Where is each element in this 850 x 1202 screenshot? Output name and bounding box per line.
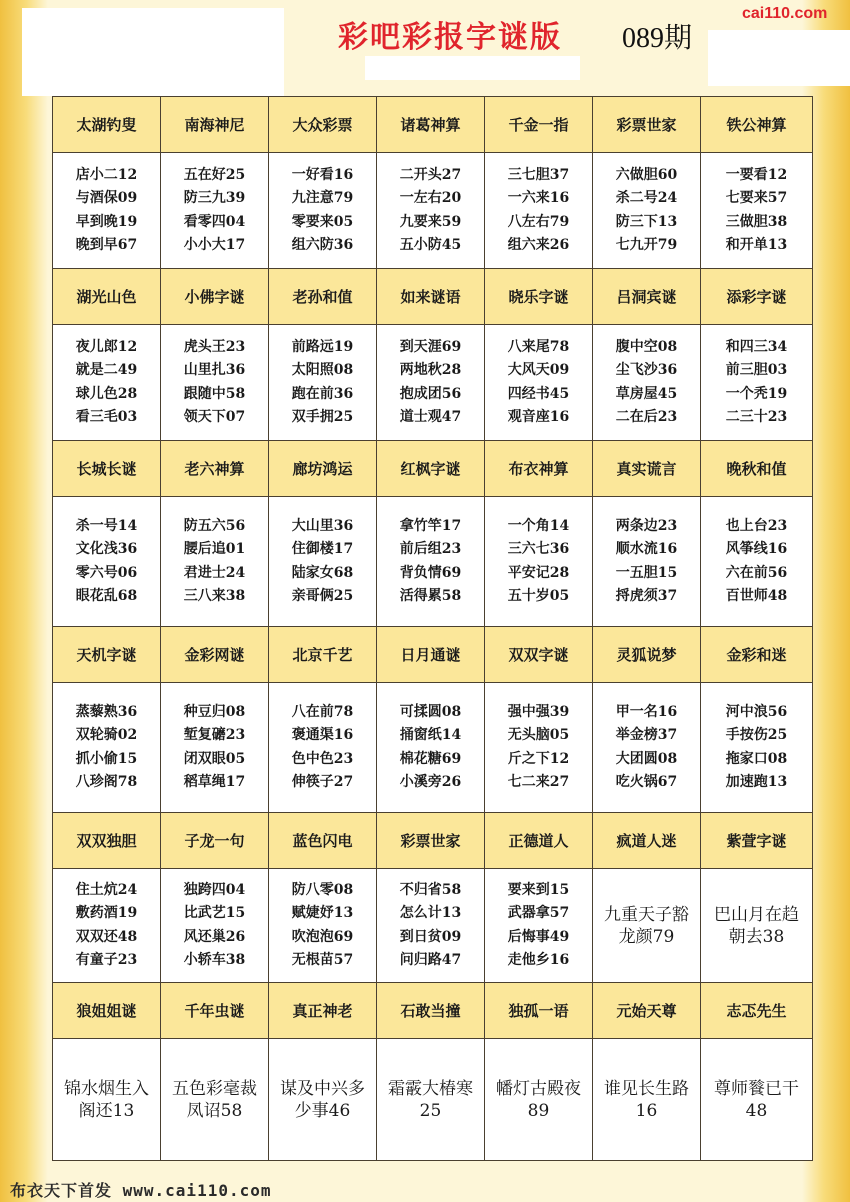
riddle-line: 五色彩毫裁凤诏58	[172, 1078, 257, 1121]
riddle-line: 无根苗57	[291, 952, 354, 968]
riddle-line: 五十岁05	[507, 588, 570, 604]
riddle-line: 太阳照08	[291, 362, 354, 378]
riddle-line: 河中浪56	[725, 703, 788, 720]
riddle-line: 两条边23	[615, 517, 678, 534]
riddle-line: 九重天子豁龙颜79	[604, 904, 689, 947]
blank-panel-right	[708, 30, 850, 86]
column-header: 如来谜语	[377, 269, 485, 325]
riddle-cell	[161, 497, 269, 627]
riddle-line: 比武艺15	[183, 905, 246, 921]
riddle-line: 九要来59	[399, 213, 462, 230]
table-row	[53, 869, 813, 983]
riddle-line: 看零四04	[183, 213, 246, 230]
riddle-line: 吃火锅67	[615, 774, 678, 790]
riddle-line: 九注意79	[291, 190, 354, 206]
riddle-line: 稻草绳17	[183, 774, 246, 790]
riddle-line: 君进士24	[183, 564, 246, 581]
riddle-line: 独跨四04	[183, 881, 246, 898]
riddle-cell	[269, 1039, 377, 1161]
riddle-line: 组六来26	[507, 237, 570, 253]
riddle-cell	[701, 325, 813, 441]
riddle-line: 棉花糖69	[399, 750, 462, 767]
column-header: 晓乐字谜	[485, 269, 593, 325]
column-header: 石敢当撞	[377, 983, 485, 1039]
riddle-cell	[161, 683, 269, 813]
riddle-cell	[593, 683, 701, 813]
riddle-line: 一要看12	[725, 166, 788, 183]
riddle-line: 零六号06	[75, 564, 138, 581]
table-row	[53, 153, 813, 269]
riddle-line: 就是二49	[75, 362, 138, 378]
riddle-line: 前路远19	[291, 338, 354, 355]
riddle-line: 亲哥俩25	[291, 588, 354, 604]
riddle-line: 三八来38	[183, 588, 246, 604]
header-row	[53, 269, 813, 325]
riddle-line: 一个秃19	[725, 385, 788, 402]
riddle-line: 住土炕24	[75, 881, 138, 898]
footer-credit: 布衣天下首发 www.cai110.com	[10, 1181, 272, 1200]
riddle-cell	[53, 497, 161, 627]
riddle-line: 小小大17	[183, 237, 246, 253]
riddle-cell	[701, 683, 813, 813]
riddle-line: 可揉圆08	[399, 703, 462, 720]
column-header: 志忑先生	[701, 983, 813, 1039]
riddle-line: 小溪旁26	[399, 774, 462, 790]
riddle-line: 甲一名16	[615, 703, 678, 720]
riddle-line: 三六七36	[507, 541, 570, 557]
riddle-line: 前后组23	[399, 541, 462, 557]
riddle-line: 八来尾78	[507, 338, 570, 355]
column-header: 独孤一语	[485, 983, 593, 1039]
riddle-cell	[269, 153, 377, 269]
column-header: 红枫字谜	[377, 441, 485, 497]
riddle-line: 杀二号24	[615, 190, 678, 206]
riddle-line: 七九开79	[615, 237, 678, 253]
riddle-line: 前三胆03	[725, 362, 788, 378]
riddle-line: 谁见长生路16	[604, 1078, 689, 1121]
riddle-line: 一五胆15	[615, 564, 678, 581]
column-header: 天机字谜	[53, 627, 161, 683]
riddle-cell	[53, 683, 161, 813]
riddle-line: 七要来57	[725, 190, 788, 206]
riddle-cell	[485, 325, 593, 441]
riddle-line: 山里扎36	[183, 362, 246, 378]
column-header: 子龙一句	[161, 813, 269, 869]
riddle-line: 活得累58	[399, 588, 462, 604]
riddle-line: 和开单13	[725, 237, 788, 253]
table-row	[53, 1039, 813, 1161]
riddle-line: 零要来05	[291, 213, 354, 230]
riddle-cell	[485, 153, 593, 269]
riddle-line: 组六防36	[291, 237, 354, 253]
column-header: 紫萱字谜	[701, 813, 813, 869]
riddle-line: 两地秋28	[399, 362, 462, 378]
riddle-line: 顺水流16	[615, 541, 678, 557]
riddle-cell	[701, 497, 813, 627]
riddle-cell	[269, 683, 377, 813]
riddle-line: 四经书45	[507, 385, 570, 402]
riddle-cell	[377, 1039, 485, 1161]
riddle-line: 一左右20	[399, 190, 462, 206]
riddle-line: 跟随中58	[183, 385, 246, 402]
riddle-line: 举金榜37	[615, 727, 678, 743]
riddle-line: 跑在前36	[291, 385, 354, 402]
riddle-line: 店小二12	[75, 166, 138, 183]
column-header: 湖光山色	[53, 269, 161, 325]
blank-panel-center	[365, 56, 580, 80]
riddle-cell	[53, 153, 161, 269]
table-row	[53, 497, 813, 627]
riddle-line: 二三十23	[725, 409, 788, 425]
riddle-line: 抓小偷15	[75, 750, 138, 767]
riddle-line: 三七胆37	[507, 166, 570, 183]
riddle-line: 有童子23	[75, 952, 138, 968]
riddle-cell	[53, 325, 161, 441]
riddle-line: 夜儿郎12	[75, 338, 138, 355]
riddle-cell	[269, 497, 377, 627]
riddle-grid	[52, 96, 813, 1161]
issue-number: 089期	[622, 23, 693, 54]
riddle-line: 问归路47	[399, 952, 462, 968]
riddle-line: 二开头27	[399, 166, 462, 183]
riddle-line: 住御楼17	[291, 541, 354, 557]
riddle-line: 蒸藜熟36	[75, 703, 138, 720]
column-header: 廊坊鸿运	[269, 441, 377, 497]
riddle-line: 巴山月在趋朝去38	[714, 904, 799, 947]
riddle-line: 吹泡泡69	[291, 928, 354, 945]
riddle-line: 早到晚19	[75, 213, 138, 230]
column-header: 添彩字谜	[701, 269, 813, 325]
riddle-line: 堑复礳23	[183, 727, 246, 743]
riddle-line: 拖家口08	[725, 750, 788, 767]
riddle-cell	[701, 1039, 813, 1161]
table-row	[53, 325, 813, 441]
riddle-line: 防五六56	[183, 517, 246, 534]
riddle-line: 球儿色28	[75, 385, 138, 402]
riddle-cell	[593, 1039, 701, 1161]
riddle-line: 到天涯69	[399, 338, 462, 355]
riddle-line: 双轮骑02	[75, 727, 138, 743]
column-header: 布衣神算	[485, 441, 593, 497]
column-header: 疯道人迷	[593, 813, 701, 869]
riddle-line: 拿竹竿17	[399, 517, 462, 534]
riddle-line: 道士观47	[399, 409, 462, 425]
riddle-line: 赋婕妤13	[291, 905, 354, 921]
riddle-cell	[485, 869, 593, 983]
riddle-cell	[593, 325, 701, 441]
riddle-line: 尊师餮已干48	[714, 1078, 799, 1121]
column-header: 双双字谜	[485, 627, 593, 683]
riddle-line: 大风天09	[507, 362, 570, 378]
riddle-line: 强中强39	[507, 703, 570, 720]
riddle-line: 不归省58	[399, 881, 462, 898]
column-header: 长城长谜	[53, 441, 161, 497]
column-header: 小佛字谜	[161, 269, 269, 325]
riddle-cell	[161, 869, 269, 983]
column-header: 千年虫谜	[161, 983, 269, 1039]
column-header: 狼姐姐谜	[53, 983, 161, 1039]
riddle-line: 双双还48	[75, 928, 138, 945]
riddle-line: 敷药酒19	[75, 905, 138, 921]
riddle-line: 闭双眼05	[183, 750, 246, 767]
riddle-line: 背负情69	[399, 564, 462, 581]
riddle-line: 腰后追01	[183, 541, 246, 557]
column-header: 彩票世家	[593, 97, 701, 153]
riddle-line: 大团圆08	[615, 750, 678, 767]
riddle-cell	[701, 153, 813, 269]
riddle-line: 到日贫09	[399, 928, 462, 945]
riddle-cell	[161, 153, 269, 269]
column-header: 蓝色闪电	[269, 813, 377, 869]
riddle-line: 后悔事49	[507, 928, 570, 945]
column-header: 诸葛神算	[377, 97, 485, 153]
riddle-line: 五在好25	[183, 166, 246, 183]
riddle-line: 无头脑05	[507, 727, 570, 743]
riddle-line: 腹中空08	[615, 338, 678, 355]
column-header: 金彩网谜	[161, 627, 269, 683]
column-header: 双双独胆	[53, 813, 161, 869]
riddle-line: 防三九39	[183, 190, 246, 206]
riddle-line: 观音座16	[507, 409, 570, 425]
table-row	[53, 683, 813, 813]
column-header: 南海神尼	[161, 97, 269, 153]
riddle-cell	[593, 497, 701, 627]
header-row	[53, 813, 813, 869]
riddle-line: 锦水烟生入阁还13	[64, 1078, 149, 1121]
column-header: 大众彩票	[269, 97, 377, 153]
riddle-line: 谋及中兴多少事46	[280, 1078, 365, 1121]
riddle-line: 褒通渠16	[291, 727, 354, 743]
riddle-line: 八左右79	[507, 213, 570, 230]
column-header: 吕洞宾谜	[593, 269, 701, 325]
riddle-cell	[485, 1039, 593, 1161]
column-header: 太湖钓叟	[53, 97, 161, 153]
column-header: 日月通谜	[377, 627, 485, 683]
riddle-line: 平安记28	[507, 564, 570, 581]
riddle-cell	[161, 1039, 269, 1161]
riddle-line: 种豆归08	[183, 703, 246, 720]
riddle-line: 虎头王23	[183, 338, 246, 355]
header-row	[53, 441, 813, 497]
column-header: 铁公神算	[701, 97, 813, 153]
column-header: 元始天尊	[593, 983, 701, 1039]
riddle-line: 与酒保09	[75, 190, 138, 206]
riddle-line: 防八零08	[291, 881, 354, 898]
riddle-line: 防三下13	[615, 213, 678, 230]
riddle-line: 风筝线16	[725, 541, 788, 557]
riddle-line: 和四三34	[725, 338, 788, 355]
riddle-cell	[269, 869, 377, 983]
riddle-cell	[377, 683, 485, 813]
riddle-line: 一个角14	[507, 517, 570, 534]
riddle-line: 风还巢26	[183, 928, 246, 945]
riddle-line: 武器拿57	[507, 905, 570, 921]
riddle-cell	[485, 683, 593, 813]
column-header: 真实谎言	[593, 441, 701, 497]
riddle-line: 三做胆38	[725, 213, 788, 230]
riddle-line: 抱成团56	[399, 385, 462, 402]
riddle-line: 七二来27	[507, 774, 570, 790]
riddle-line: 伸筷子27	[291, 774, 354, 790]
riddle-line: 怎么计13	[399, 905, 462, 921]
riddle-cell	[485, 497, 593, 627]
riddle-line: 一六来16	[507, 190, 570, 206]
riddle-line: 手按伤25	[725, 727, 788, 743]
riddle-line: 大山里36	[291, 517, 354, 534]
riddle-line: 二在后23	[615, 409, 678, 425]
page-title: 彩吧彩报字谜版	[338, 20, 562, 55]
riddle-cell	[53, 869, 161, 983]
riddle-line: 加速跑13	[725, 774, 788, 790]
column-header: 灵狐说梦	[593, 627, 701, 683]
riddle-line: 杀一号14	[75, 517, 138, 534]
riddle-cell	[53, 1039, 161, 1161]
riddle-line: 草房屋45	[615, 385, 678, 402]
riddle-line: 看三毛03	[75, 409, 138, 425]
riddle-line: 文化浅36	[75, 541, 138, 557]
column-header: 老孙和值	[269, 269, 377, 325]
riddle-line: 八珍阁78	[75, 774, 138, 790]
riddle-line: 陆家女68	[291, 564, 354, 581]
riddle-line: 六做胆60	[615, 166, 678, 183]
riddle-line: 捋虎须37	[615, 588, 678, 604]
header-row	[53, 983, 813, 1039]
column-header: 正德道人	[485, 813, 593, 869]
riddle-line: 小轿车38	[183, 952, 246, 968]
riddle-line: 幡灯古殿夜89	[496, 1078, 581, 1121]
riddle-line: 百世师48	[725, 588, 788, 604]
riddle-cell	[377, 497, 485, 627]
site-url-top: cai110.com	[742, 5, 828, 22]
column-header: 真正神老	[269, 983, 377, 1039]
column-header: 晚秋和值	[701, 441, 813, 497]
column-header: 彩票世家	[377, 813, 485, 869]
riddle-line: 要来到15	[507, 881, 570, 898]
riddle-line: 双手拥25	[291, 409, 354, 425]
column-header: 金彩和迷	[701, 627, 813, 683]
riddle-cell	[593, 153, 701, 269]
riddle-cell	[377, 869, 485, 983]
riddle-cell	[161, 325, 269, 441]
riddle-line: 领天下07	[183, 409, 246, 425]
riddle-line: 走他乡16	[507, 952, 570, 968]
blank-panel-left	[22, 8, 284, 96]
riddle-line: 晚到早67	[75, 237, 138, 253]
riddle-cell	[377, 153, 485, 269]
riddle-cell	[593, 869, 701, 983]
riddle-line: 八在前78	[291, 703, 354, 720]
riddle-line: 六在前56	[725, 564, 788, 581]
riddle-line: 捅窗纸14	[399, 727, 462, 743]
riddle-line: 尘飞沙36	[615, 362, 678, 378]
riddle-cell	[701, 869, 813, 983]
column-header: 千金一指	[485, 97, 593, 153]
riddle-line: 霜霰大椿寒25	[388, 1078, 473, 1121]
riddle-cell	[377, 325, 485, 441]
header-row	[53, 97, 813, 153]
column-header: 老六神算	[161, 441, 269, 497]
riddle-line: 五小防45	[399, 237, 462, 253]
riddle-cell	[269, 325, 377, 441]
riddle-line: 眼花乱68	[75, 588, 138, 604]
riddle-line: 也上台23	[725, 517, 788, 534]
riddle-line: 斤之下12	[507, 750, 570, 767]
riddle-line: 色中色23	[291, 750, 354, 767]
riddle-line: 一好看16	[291, 166, 354, 183]
header-row	[53, 627, 813, 683]
column-header: 北京千艺	[269, 627, 377, 683]
